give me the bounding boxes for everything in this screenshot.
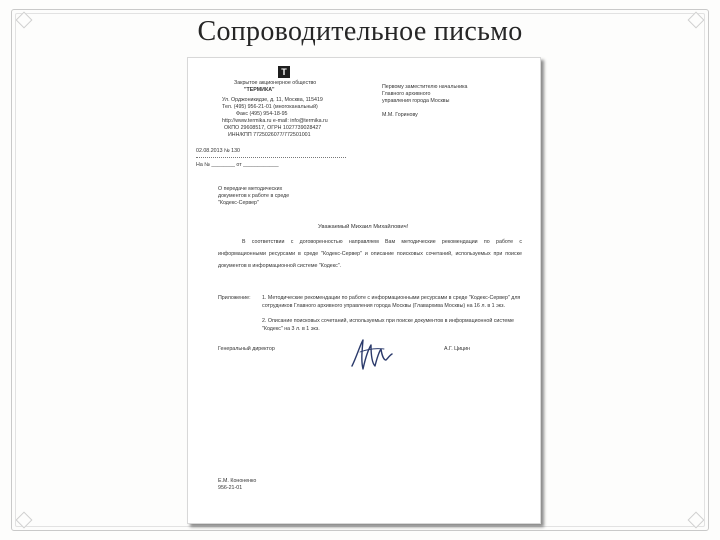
org-phone: Тел. (495) 956-21-01 (многоканальный) bbox=[222, 104, 318, 110]
org-inn: ИНН/КПП 7725026077/772501001 bbox=[228, 132, 311, 138]
subject-line: документов к работе в среде bbox=[218, 193, 290, 199]
org-fax: Факс (495) 954-18-95 bbox=[236, 111, 288, 117]
frame-corner-ornament bbox=[688, 512, 705, 529]
executor-name: Е.М. Кононенко bbox=[218, 478, 257, 484]
org-ids: ОКПО 29608517, ОГРН 1027739028427 bbox=[224, 125, 322, 131]
subject-line: О передаче методических bbox=[218, 186, 283, 192]
org-type: Закрытое акционерное общество bbox=[234, 80, 317, 86]
signer-title: Генеральный директор bbox=[218, 346, 275, 352]
date-number: 02.08.2013 № 130 bbox=[196, 148, 240, 154]
frame-corner-ornament bbox=[16, 512, 33, 529]
org-name: "ТЕРМИКА" bbox=[244, 87, 275, 93]
signer-name: А.Г. Цицин bbox=[444, 346, 470, 352]
recipient-name: М.М. Горинову bbox=[382, 112, 418, 118]
scanned-letter bbox=[187, 57, 541, 524]
attachment-item: 1. Методические рекомендации по работе с информационными ресурсами в среде "Кодекс-Сервер" для сотрудников Главного архивного управления города Москвы (Главархива Москвы) на 16 л. в 1 экз. bbox=[262, 295, 521, 309]
ref-number: На № ________ от ____________ bbox=[196, 162, 279, 168]
executor-phone: 956-21-01 bbox=[218, 485, 243, 491]
letter-body: В соответствии с договоренностью направляем Вам методические рекомендации по работе с информационными ресурсами в среде "Кодекс-Сервер" и описание поисковых сочетаний, используемых при поиске документов в информационной системе "Кодекс". bbox=[218, 239, 522, 269]
handwritten-signature bbox=[348, 336, 396, 372]
salutation: Уважаемый Михаил Михайлович! bbox=[318, 224, 409, 230]
subject-line: "Кодекс-Сервер" bbox=[218, 200, 259, 206]
recipient-line: Первому заместителю начальника bbox=[382, 84, 468, 90]
slide-title: Сопроводительное письмо bbox=[197, 16, 523, 47]
recipient-line: Главного архивного bbox=[382, 91, 431, 97]
org-web: http://www.termika.ru e-mail: info@termika.ru bbox=[222, 118, 328, 124]
date-rule bbox=[196, 157, 346, 158]
company-logo: Т bbox=[278, 66, 290, 78]
org-address: Ул. Орджоникидзе, д. 11, Москва, 115419 bbox=[222, 97, 323, 103]
attachment-item: 2. Описание поисковых сочетаний, используемых при поиске документов в информационной системе "Кодекс" на 3 л. в 1 экз. bbox=[262, 318, 514, 332]
attachment-label: Приложение: bbox=[218, 295, 251, 301]
recipient-line: управления города Москвы bbox=[382, 98, 450, 104]
